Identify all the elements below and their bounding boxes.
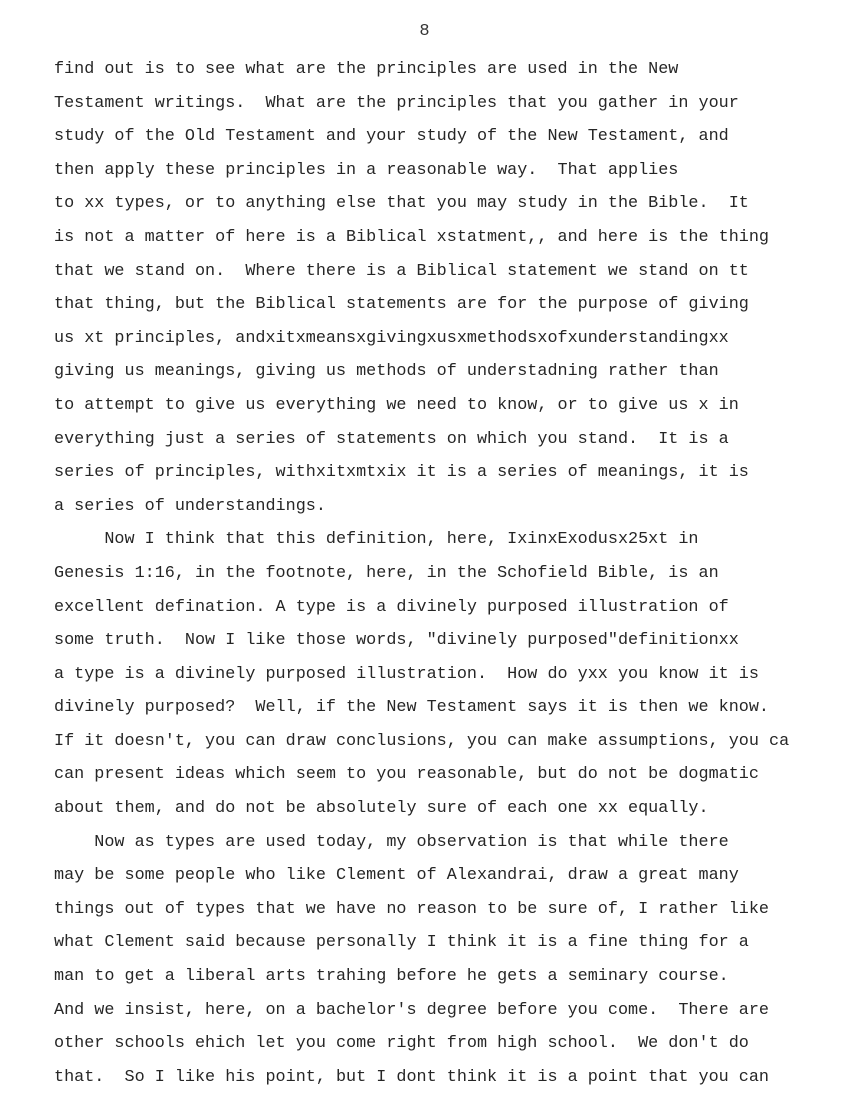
text-line: a series of understandings.	[54, 496, 326, 516]
text-line: can present ideas which seem to you reasonable, but do not be dogmatic	[54, 765, 759, 785]
text-line: If it doesn't, you can draw conclusions, you can make assumptions, you ca	[54, 731, 790, 751]
text-line: other schools ehich let you come right from high school. We don't do	[54, 1034, 749, 1054]
text-line: that we stand on. Where there is a Biblical statement we stand on tt	[54, 261, 749, 281]
text-line: series of principles, withxitxmtxix it is a series of meanings, it is	[54, 463, 749, 483]
text-line: to xx types, or to anything else that you may study in the Bible. It	[54, 194, 749, 214]
text-line: is not a matter of here is a Biblical xstatment,, and here is the thing	[54, 227, 769, 247]
text-line: that. So I like his point, but I dont think it is a point that you can	[54, 1067, 769, 1087]
text-line: what Clement said because personally I think it is a fine thing for a	[54, 933, 749, 953]
text-line: And we insist, here, on a bachelor's degree before you come. There are	[54, 1000, 769, 1020]
text-line: Now as types are used today, my observation is that while there	[54, 832, 729, 852]
text-line: a type is a divinely purposed illustration. How do yxx you know it is	[54, 664, 759, 684]
text-line: divinely purposed? Well, if the New Testament says it is then we know.	[54, 698, 769, 718]
text-line: things out of types that we have no reason to be sure of, I rather like	[54, 899, 769, 919]
text-line: Testament writings. What are the principles that you gather in your	[54, 93, 739, 113]
text-line: us xt principles, andxitxmeansxgivingxusxmethodsxofxunderstandingxx	[54, 328, 729, 348]
text-line: giving us meanings, giving us methods of understadning rather than	[54, 362, 719, 382]
text-line: Now I think that this definition, here, IxinxExodusx25xt in	[54, 530, 699, 550]
text-line: then apply these principles in a reasonable way. That applies	[54, 160, 679, 180]
text-line: Genesis 1:16, in the footnote, here, in the Schofield Bible, is an	[54, 563, 719, 583]
text-line: may be some people who like Clement of Alexandrai, draw a great many	[54, 866, 739, 886]
document-body	[54, 53, 789, 1094]
text-line: about them, and do not be absolutely sure of each one xx equally.	[54, 799, 709, 819]
text-line: find out is to see what are the principles are used in the New	[54, 60, 679, 79]
page-number: 8	[419, 22, 430, 41]
text-line: some truth. Now I like those words, "divinely purposed"definitionxx	[54, 631, 739, 651]
text-line: that thing, but the Biblical statements are for the purpose of giving	[54, 295, 749, 315]
text-line: man to get a liberal arts trahing before he gets a seminary course.	[54, 967, 729, 987]
text-line: to attempt to give us everything we need to know, or to give us x in	[54, 395, 739, 415]
text-line: excellent defination. A type is a divinely purposed illustration of	[54, 597, 729, 617]
text-line: study of the Old Testament and your study of the New Testament, and	[54, 127, 729, 147]
text-line: everything just a series of statements on which you stand. It is a	[54, 429, 729, 449]
